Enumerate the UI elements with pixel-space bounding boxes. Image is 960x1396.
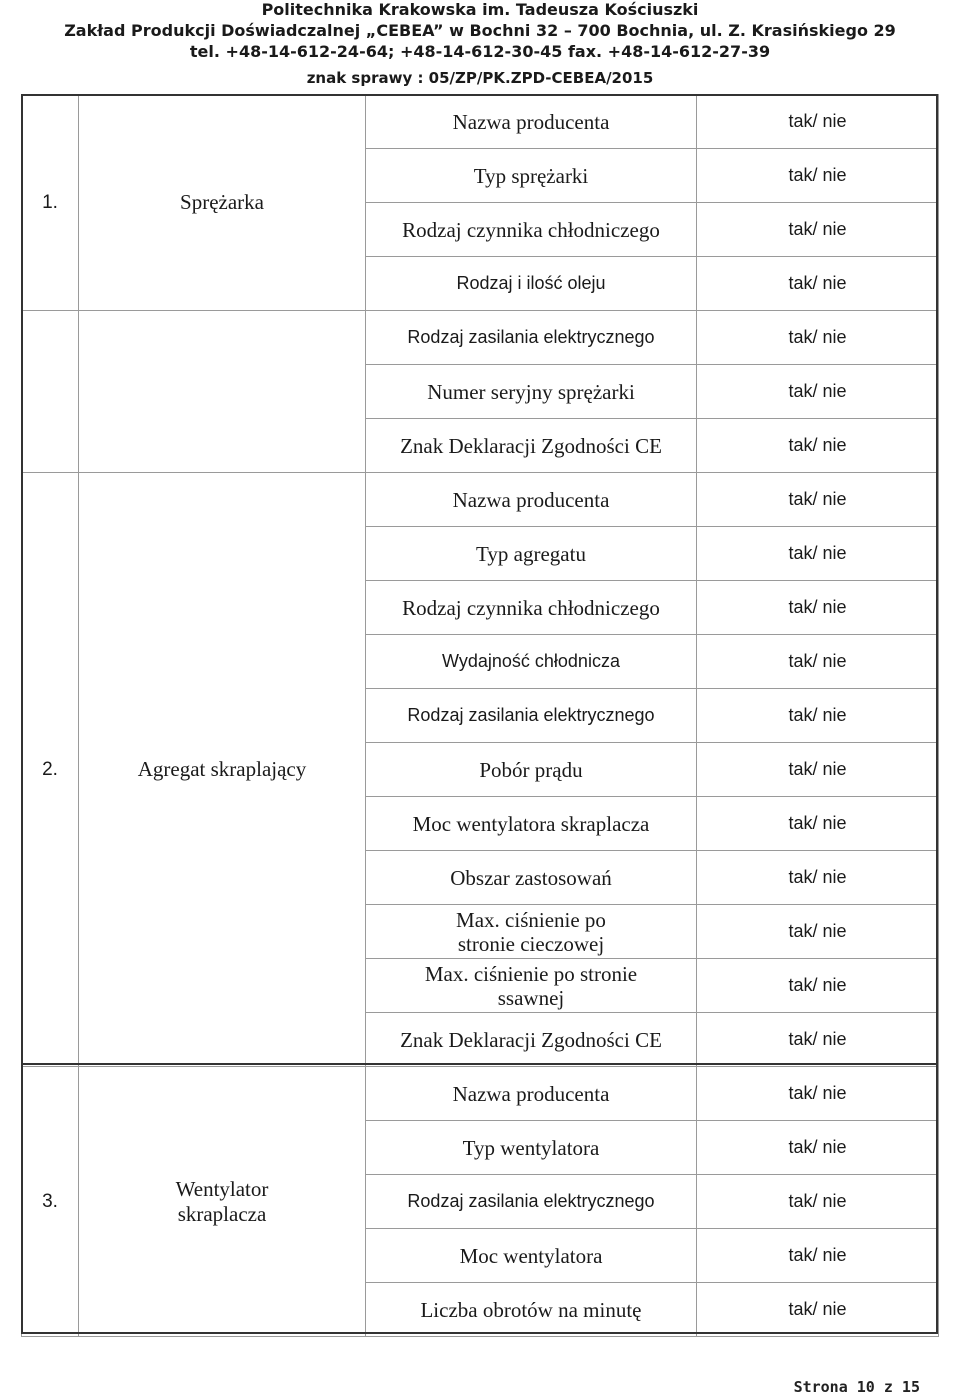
param-cell: Typ wentylatora xyxy=(366,1121,697,1175)
answer-cell: tak/ nie xyxy=(697,743,939,797)
answer-cell: tak/ nie xyxy=(697,311,939,365)
section-number: 1. xyxy=(22,95,79,311)
answer-cell: tak/ nie xyxy=(697,1067,939,1121)
param-cell: Nazwa producenta xyxy=(366,473,697,527)
table-row xyxy=(22,311,939,365)
page-number: Strona 10 z 15 xyxy=(793,1378,920,1396)
section-name: Wentylator skraplacza xyxy=(79,1067,366,1337)
answer-cell: tak/ nie xyxy=(697,257,939,311)
answer-cell: tak/ nie xyxy=(697,95,939,149)
document-header xyxy=(0,0,960,96)
param-cell: Rodzaj zasilania elektrycznego xyxy=(366,1175,697,1229)
answer-cell: tak/ nie xyxy=(697,365,939,419)
param-cell: Moc wentylatora skraplacza xyxy=(366,797,697,851)
answer-cell: tak/ nie xyxy=(697,797,939,851)
param-cell: Rodzaj czynnika chłodniczego xyxy=(366,581,697,635)
specification-table xyxy=(21,94,939,1337)
header-address: Zakład Produkcji Doświadczalnej „CEBEA” w Bochni 32 – 700 Bochnia, ul. Z. Krasińskiego 29 xyxy=(64,21,896,40)
param-cell: Nazwa producenta xyxy=(366,1067,697,1121)
answer-cell: tak/ nie xyxy=(697,635,939,689)
param-cell: Max. ciśnienie po stronie ssawnej xyxy=(366,959,697,1013)
param-cell: Rodzaj zasilania elektrycznego xyxy=(366,689,697,743)
param-cell: Pobór prądu xyxy=(366,743,697,797)
param-cell: Rodzaj czynnika chłodniczego xyxy=(366,203,697,257)
param-cell: Numer seryjny sprężarki xyxy=(366,365,697,419)
table-row xyxy=(22,473,939,527)
section-name: Sprężarka xyxy=(79,95,366,311)
header-institution: Politechnika Krakowska im. Tadeusza Kościuszki xyxy=(261,0,699,19)
answer-cell: tak/ nie xyxy=(697,203,939,257)
param-cell: Znak Deklaracji Zgodności CE xyxy=(366,419,697,473)
param-cell: Rodzaj zasilania elektrycznego xyxy=(366,311,697,365)
answer-cell: tak/ nie xyxy=(697,851,939,905)
section-divider xyxy=(21,1063,938,1065)
table-row xyxy=(22,1067,939,1121)
param-cell: Max. ciśnienie po stronie cieczowej xyxy=(366,905,697,959)
param-cell: Obszar zastosowań xyxy=(366,851,697,905)
param-cell: Moc wentylatora xyxy=(366,1229,697,1283)
section-number: 3. xyxy=(22,1067,79,1337)
param-cell: Typ agregatu xyxy=(366,527,697,581)
answer-cell: tak/ nie xyxy=(697,1175,939,1229)
answer-cell: tak/ nie xyxy=(697,473,939,527)
answer-cell: tak/ nie xyxy=(697,905,939,959)
table-row xyxy=(22,95,939,149)
param-cell: Znak Deklaracji Zgodności CE xyxy=(366,1013,697,1067)
answer-cell: tak/ nie xyxy=(697,689,939,743)
answer-cell: tak/ nie xyxy=(697,149,939,203)
answer-cell: tak/ nie xyxy=(697,1013,939,1067)
param-cell: Wydajność chłodnicza xyxy=(366,635,697,689)
param-cell: Liczba obrotów na minutę xyxy=(366,1283,697,1337)
answer-cell: tak/ nie xyxy=(697,527,939,581)
section-name: Agregat skraplający xyxy=(79,473,366,1067)
param-cell: Rodzaj i ilość oleju xyxy=(366,257,697,311)
answer-cell: tak/ nie xyxy=(697,1283,939,1337)
section-number: 2. xyxy=(22,473,79,1067)
answer-cell: tak/ nie xyxy=(697,419,939,473)
answer-cell: tak/ nie xyxy=(697,959,939,1013)
header-contact: tel. +48-14-612-24-64; +48-14-612-30-45 fax. +48-14-612-27-39 xyxy=(189,42,771,61)
header-case-number: znak sprawy : 05/ZP/PK.ZPD-CEBEA/2015 xyxy=(306,69,654,87)
answer-cell: tak/ nie xyxy=(697,581,939,635)
empty-cell xyxy=(79,311,366,473)
answer-cell: tak/ nie xyxy=(697,1121,939,1175)
answer-cell: tak/ nie xyxy=(697,1229,939,1283)
param-cell: Typ sprężarki xyxy=(366,149,697,203)
empty-cell xyxy=(22,311,79,473)
param-cell: Nazwa producenta xyxy=(366,95,697,149)
